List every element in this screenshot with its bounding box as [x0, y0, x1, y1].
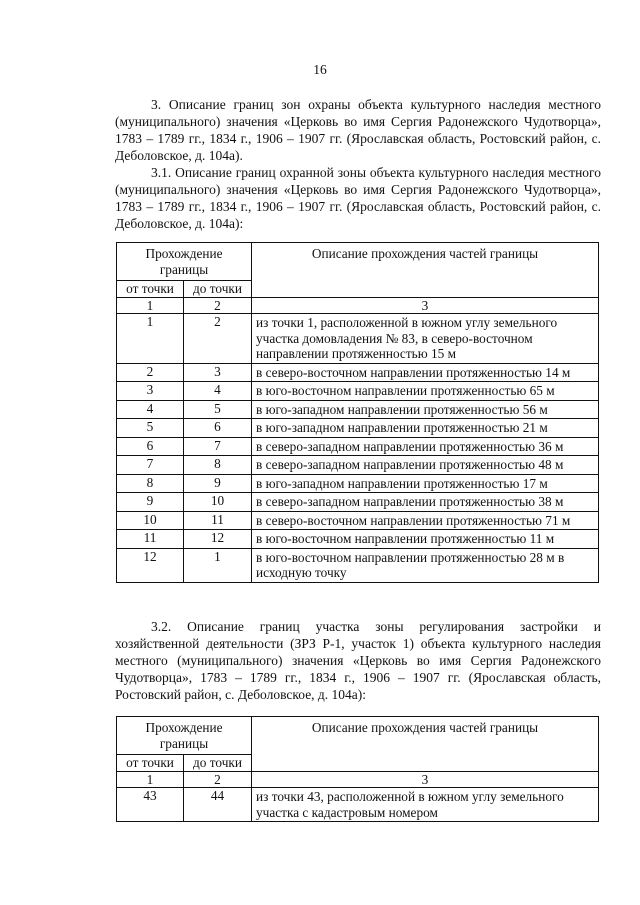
header-col-number: 3 — [252, 771, 599, 788]
table-row — [117, 456, 599, 475]
row-to-point: 44 — [184, 788, 252, 822]
table-row — [117, 363, 599, 382]
table2-body — [117, 788, 599, 822]
row-description: в северо-западном направлении протяженностью 38 м — [252, 493, 599, 512]
table-row — [117, 511, 599, 530]
header-col-number: 1 — [117, 771, 184, 788]
section-3-2-heading: 3.2. Описание границ участка зоны регулирования застройки и хозяйственной деятельности (ЗРЗ Р-1, участок 1) объекта культурного наследия местного (муниципального) значения «Церковь во имя Сергия Радонежского Чудотворца», 1783 – 1789 гг., 1834 г., 1906 – 1907 гг. (Ярославская область, Ростовский район, с. Деболовское, д. 104а): — [115, 619, 601, 702]
header-col-number: 3 — [252, 297, 599, 314]
row-description: в юго-западном направлении протяженностью 21 м — [252, 419, 599, 438]
row-to-point: 8 — [184, 456, 252, 475]
row-from-point: 3 — [117, 382, 184, 401]
header-from-point: от точки — [117, 755, 184, 772]
row-to-point: 5 — [184, 400, 252, 419]
row-to-point: 3 — [184, 363, 252, 382]
header-description: Описание прохождения частей границы — [252, 243, 599, 298]
table-row — [117, 314, 599, 364]
header-to-point: до точки — [184, 281, 252, 298]
row-to-point: 2 — [184, 314, 252, 364]
row-description: в юго-западном направлении протяженностью 56 м — [252, 400, 599, 419]
row-to-point: 6 — [184, 419, 252, 438]
row-from-point: 6 — [117, 437, 184, 456]
row-description: в юго-восточном направлении протяженностью 65 м — [252, 382, 599, 401]
row-description: из точки 1, расположенной в южном углу земельного участка домовладения № 83, в северо-восточном направлении протяженностью 15 м — [252, 314, 599, 364]
row-from-point: 10 — [117, 511, 184, 530]
section-3-heading: 3. Описание границ зон охраны объекта культурного наследия местного (муниципального) значения «Церковь во имя Сергия Радонежского Чудотворца», 1783 – 1789 гг., 1834 г., 1906 – 1907 гг. (Ярославская область, Ростовский район, с. Деболовское, д. 104а). — [115, 97, 601, 163]
row-from-point: 11 — [117, 530, 184, 549]
row-from-point: 43 — [117, 788, 184, 822]
table-row — [117, 548, 599, 582]
header-passage: Прохождение границы — [117, 717, 252, 755]
row-to-point: 9 — [184, 474, 252, 493]
row-from-point: 4 — [117, 400, 184, 419]
table-row — [117, 788, 599, 822]
table-row — [117, 530, 599, 549]
row-description: в северо-восточном направлении протяженностью 14 м — [252, 363, 599, 382]
table-row — [117, 382, 599, 401]
row-to-point: 1 — [184, 548, 252, 582]
header-to-point: до точки — [184, 755, 252, 772]
header-passage: Прохождение границы — [117, 243, 252, 281]
row-from-point: 1 — [117, 314, 184, 364]
table-row — [117, 474, 599, 493]
row-to-point: 12 — [184, 530, 252, 549]
table-row — [117, 419, 599, 438]
table-row — [117, 400, 599, 419]
row-from-point: 5 — [117, 419, 184, 438]
row-from-point: 8 — [117, 474, 184, 493]
row-description: в северо-западном направлении протяженностью 36 м — [252, 437, 599, 456]
header-description: Описание прохождения частей границы — [252, 717, 599, 772]
header-col-number: 2 — [184, 771, 252, 788]
header-from-point: от точки — [117, 281, 184, 298]
row-to-point: 11 — [184, 511, 252, 530]
row-from-point: 12 — [117, 548, 184, 582]
table1-body — [117, 314, 599, 583]
row-from-point: 9 — [117, 493, 184, 512]
row-from-point: 7 — [117, 456, 184, 475]
row-to-point: 10 — [184, 493, 252, 512]
boundary-table-regulation-zone — [116, 716, 599, 822]
row-to-point: 4 — [184, 382, 252, 401]
boundary-table-security-zone — [116, 242, 599, 583]
row-from-point: 2 — [117, 363, 184, 382]
row-to-point: 7 — [184, 437, 252, 456]
page-number: 16 — [313, 62, 327, 77]
header-col-number: 2 — [184, 297, 252, 314]
table-row — [117, 437, 599, 456]
section-3-1-heading: 3.1. Описание границ охранной зоны объекта культурного наследия местного (муниципального) значения «Церковь во имя Сергия Радонежского Чудотворца», 1783 – 1789 гг., 1834 г., 1906 – 1907 гг. (Ярославская область, Ростовский район, с. Деболовское, д. 104а): — [115, 165, 601, 231]
row-description: в юго-восточном направлении протяженностью 28 м в исходную точку — [252, 548, 599, 582]
row-description: из точки 43, расположенной в южном углу земельного участка с кадастровым номером — [252, 788, 599, 822]
table-row — [117, 493, 599, 512]
row-description: в юго-западном направлении протяженностью 17 м — [252, 474, 599, 493]
row-description: в северо-западном направлении протяженностью 48 м — [252, 456, 599, 475]
row-description: в юго-восточном направлении протяженностью 11 м — [252, 530, 599, 549]
header-col-number: 1 — [117, 297, 184, 314]
row-description: в северо-восточном направлении протяженностью 71 м — [252, 511, 599, 530]
